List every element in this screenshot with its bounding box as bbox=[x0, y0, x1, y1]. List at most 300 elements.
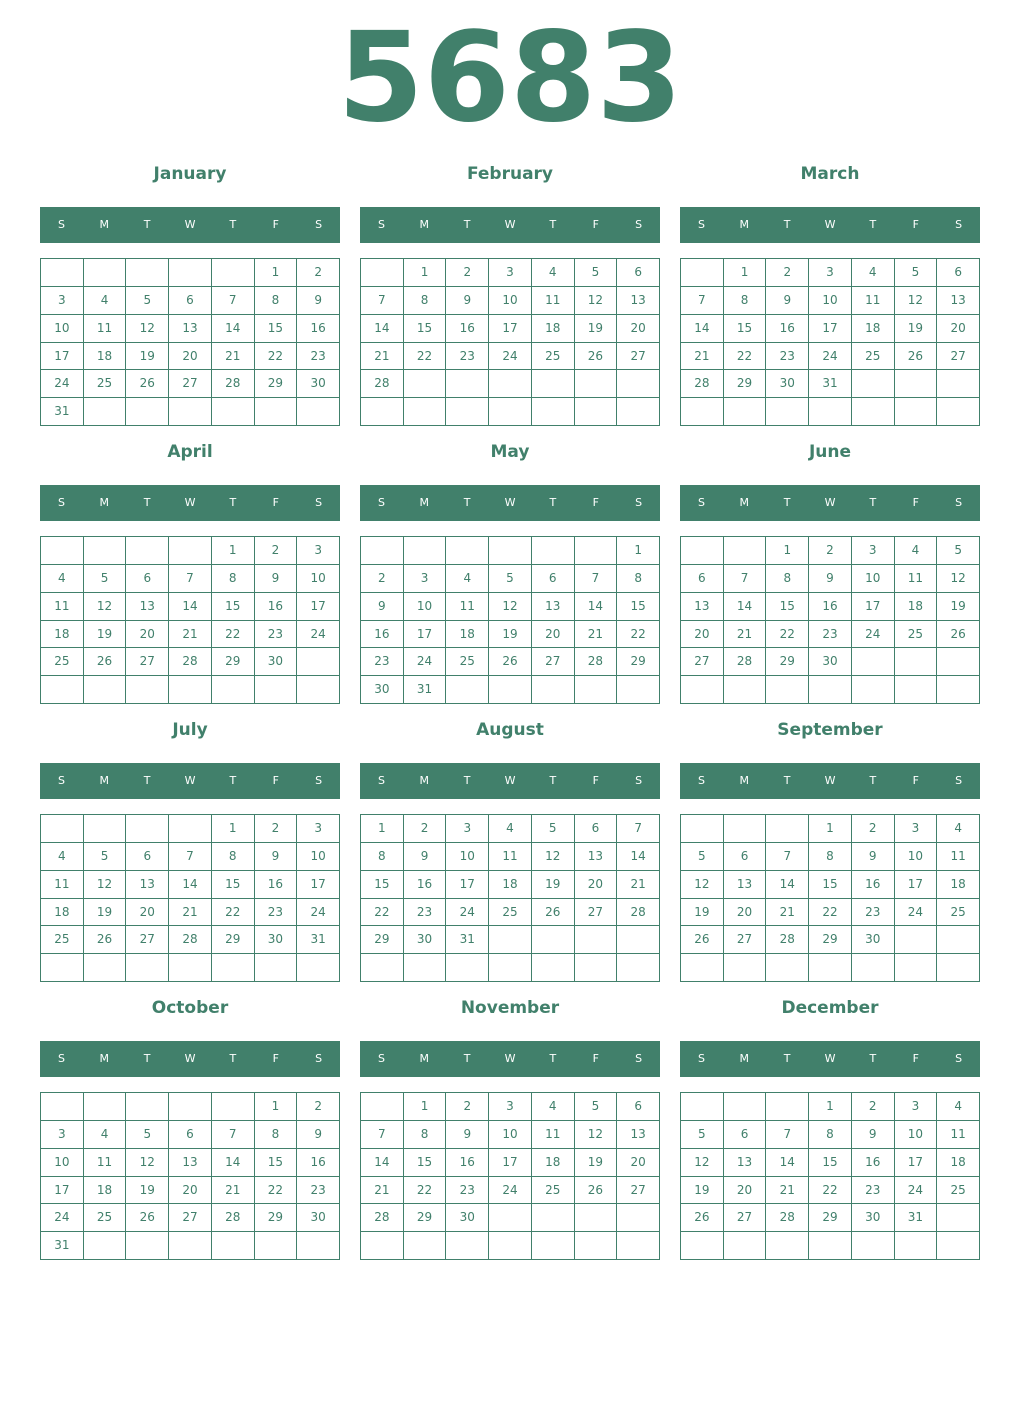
day-cell: 3 bbox=[895, 1093, 938, 1121]
weekday-label: W bbox=[824, 774, 836, 787]
empty-day-cell bbox=[212, 676, 255, 704]
month-name: May bbox=[490, 442, 530, 462]
day-cell: 6 bbox=[126, 843, 169, 871]
empty-day-cell bbox=[766, 1232, 809, 1260]
day-cell: 14 bbox=[212, 1149, 255, 1177]
weekday-label: T bbox=[229, 496, 237, 509]
weekday-label: F bbox=[592, 218, 599, 231]
day-cell: 18 bbox=[446, 621, 489, 649]
day-cell: 22 bbox=[255, 1177, 298, 1205]
empty-day-cell bbox=[361, 537, 404, 565]
day-cell: 10 bbox=[41, 315, 84, 343]
empty-day-cell bbox=[255, 1232, 298, 1260]
weekday-label: S bbox=[315, 1052, 323, 1065]
day-cell: 24 bbox=[41, 370, 84, 398]
empty-day-cell bbox=[446, 676, 489, 704]
day-cell: 18 bbox=[84, 343, 127, 371]
empty-day-cell bbox=[84, 537, 127, 565]
day-cell: 4 bbox=[41, 843, 84, 871]
day-cell: 21 bbox=[617, 871, 660, 899]
day-cell: 6 bbox=[169, 1121, 212, 1149]
day-cell: 20 bbox=[724, 1177, 767, 1205]
weekday-label: T bbox=[229, 1052, 237, 1065]
weekday-label: S bbox=[697, 218, 705, 231]
weekday-label: S bbox=[955, 496, 963, 509]
day-cell: 22 bbox=[617, 621, 660, 649]
empty-day-cell bbox=[852, 954, 895, 982]
weekday-label: T bbox=[229, 774, 237, 787]
weekday-label: F bbox=[592, 774, 599, 787]
month-calendar bbox=[360, 160, 660, 430]
weekday-label: W bbox=[824, 1052, 836, 1065]
day-cell: 16 bbox=[809, 593, 852, 621]
day-cell: 7 bbox=[169, 843, 212, 871]
day-cell: 23 bbox=[297, 1177, 340, 1205]
empty-day-cell bbox=[84, 815, 127, 843]
empty-day-cell bbox=[84, 1232, 127, 1260]
empty-day-cell bbox=[937, 1232, 980, 1260]
day-cell: 1 bbox=[404, 1093, 447, 1121]
day-cell: 14 bbox=[361, 315, 404, 343]
day-cell: 20 bbox=[937, 315, 980, 343]
empty-day-cell bbox=[532, 398, 575, 426]
empty-day-cell bbox=[937, 398, 980, 426]
empty-day-cell bbox=[84, 398, 127, 426]
day-cell: 14 bbox=[766, 1149, 809, 1177]
day-cell: 10 bbox=[446, 843, 489, 871]
weekday-label: T bbox=[463, 1052, 471, 1065]
day-cell: 24 bbox=[895, 1177, 938, 1205]
weekday-label: S bbox=[377, 218, 385, 231]
day-cell: 22 bbox=[255, 343, 298, 371]
day-grid bbox=[40, 814, 340, 982]
day-cell: 12 bbox=[489, 593, 532, 621]
day-cell: 12 bbox=[126, 315, 169, 343]
empty-day-cell bbox=[724, 537, 767, 565]
empty-day-cell bbox=[575, 926, 618, 954]
weekday-label: S bbox=[57, 774, 65, 787]
day-cell: 14 bbox=[681, 315, 724, 343]
day-cell: 23 bbox=[446, 343, 489, 371]
weekday-header bbox=[360, 485, 660, 521]
empty-day-cell bbox=[41, 259, 84, 287]
day-cell: 15 bbox=[809, 1149, 852, 1177]
weekday-label: M bbox=[419, 218, 430, 231]
day-cell: 6 bbox=[617, 259, 660, 287]
day-cell: 20 bbox=[169, 1177, 212, 1205]
empty-day-cell bbox=[724, 954, 767, 982]
day-cell: 22 bbox=[404, 1177, 447, 1205]
empty-day-cell bbox=[532, 1232, 575, 1260]
day-cell: 25 bbox=[852, 343, 895, 371]
day-cell: 11 bbox=[84, 315, 127, 343]
day-cell: 5 bbox=[895, 259, 938, 287]
weekday-label: S bbox=[315, 496, 323, 509]
empty-day-cell bbox=[852, 676, 895, 704]
day-cell: 2 bbox=[297, 1093, 340, 1121]
weekday-header bbox=[360, 763, 660, 799]
day-cell: 3 bbox=[489, 259, 532, 287]
day-cell: 25 bbox=[489, 899, 532, 927]
day-cell: 2 bbox=[404, 815, 447, 843]
day-cell: 18 bbox=[84, 1177, 127, 1205]
day-cell: 11 bbox=[895, 565, 938, 593]
weekday-label: S bbox=[635, 218, 643, 231]
day-cell: 22 bbox=[809, 1177, 852, 1205]
empty-day-cell bbox=[937, 954, 980, 982]
weekday-label: M bbox=[739, 218, 750, 231]
empty-day-cell bbox=[681, 1093, 724, 1121]
day-cell: 8 bbox=[404, 1121, 447, 1149]
day-cell: 7 bbox=[575, 565, 618, 593]
day-cell: 19 bbox=[681, 899, 724, 927]
day-cell: 2 bbox=[809, 537, 852, 565]
day-cell: 14 bbox=[169, 593, 212, 621]
weekday-label: T bbox=[783, 496, 791, 509]
empty-day-cell bbox=[297, 648, 340, 676]
day-cell: 20 bbox=[724, 899, 767, 927]
weekday-label: M bbox=[739, 496, 750, 509]
weekday-label: W bbox=[184, 1052, 196, 1065]
day-cell: 31 bbox=[41, 1232, 84, 1260]
day-cell: 2 bbox=[852, 815, 895, 843]
day-cell: 20 bbox=[169, 343, 212, 371]
day-cell: 12 bbox=[532, 843, 575, 871]
day-cell: 10 bbox=[852, 565, 895, 593]
empty-day-cell bbox=[809, 398, 852, 426]
day-cell: 29 bbox=[766, 648, 809, 676]
empty-day-cell bbox=[489, 676, 532, 704]
month-name: August bbox=[476, 720, 544, 740]
weekday-header bbox=[40, 1041, 340, 1077]
day-cell: 5 bbox=[681, 1121, 724, 1149]
empty-day-cell bbox=[895, 398, 938, 426]
day-cell: 17 bbox=[41, 1177, 84, 1205]
empty-day-cell bbox=[126, 398, 169, 426]
empty-day-cell bbox=[404, 398, 447, 426]
weekday-label: S bbox=[377, 1052, 385, 1065]
weekday-label: S bbox=[377, 496, 385, 509]
day-cell: 30 bbox=[297, 370, 340, 398]
day-cell: 30 bbox=[255, 648, 298, 676]
empty-day-cell bbox=[681, 676, 724, 704]
day-cell: 18 bbox=[41, 899, 84, 927]
empty-day-cell bbox=[809, 676, 852, 704]
day-cell: 12 bbox=[895, 287, 938, 315]
weekday-header bbox=[40, 485, 340, 521]
empty-day-cell bbox=[255, 398, 298, 426]
month-name: September bbox=[777, 720, 883, 740]
empty-day-cell bbox=[404, 954, 447, 982]
day-grid bbox=[360, 1092, 660, 1260]
day-cell: 16 bbox=[297, 1149, 340, 1177]
empty-day-cell bbox=[724, 676, 767, 704]
day-cell: 5 bbox=[532, 815, 575, 843]
weekday-label: S bbox=[635, 1052, 643, 1065]
empty-day-cell bbox=[404, 370, 447, 398]
day-cell: 14 bbox=[617, 843, 660, 871]
empty-day-cell bbox=[361, 259, 404, 287]
empty-day-cell bbox=[895, 954, 938, 982]
day-cell: 14 bbox=[169, 871, 212, 899]
day-cell: 28 bbox=[361, 1204, 404, 1232]
empty-day-cell bbox=[575, 537, 618, 565]
day-cell: 25 bbox=[937, 899, 980, 927]
day-cell: 27 bbox=[126, 926, 169, 954]
day-cell: 29 bbox=[617, 648, 660, 676]
day-cell: 24 bbox=[852, 621, 895, 649]
day-cell: 11 bbox=[84, 1149, 127, 1177]
weekday-label: M bbox=[99, 774, 110, 787]
day-cell: 7 bbox=[724, 565, 767, 593]
day-cell: 10 bbox=[489, 287, 532, 315]
day-cell: 4 bbox=[852, 259, 895, 287]
day-grid bbox=[360, 814, 660, 982]
day-grid bbox=[40, 258, 340, 426]
day-cell: 21 bbox=[766, 1177, 809, 1205]
day-cell: 9 bbox=[361, 593, 404, 621]
day-cell: 2 bbox=[255, 815, 298, 843]
day-cell: 16 bbox=[446, 315, 489, 343]
empty-day-cell bbox=[809, 1232, 852, 1260]
month-calendar bbox=[40, 716, 340, 986]
day-cell: 30 bbox=[766, 370, 809, 398]
day-cell: 13 bbox=[724, 871, 767, 899]
weekday-label: T bbox=[783, 1052, 791, 1065]
weekday-label: T bbox=[549, 774, 557, 787]
day-cell: 1 bbox=[212, 537, 255, 565]
weekday-label: S bbox=[315, 774, 323, 787]
day-cell: 19 bbox=[84, 899, 127, 927]
empty-day-cell bbox=[489, 537, 532, 565]
day-cell: 23 bbox=[852, 899, 895, 927]
day-cell: 6 bbox=[169, 287, 212, 315]
empty-day-cell bbox=[937, 926, 980, 954]
day-cell: 3 bbox=[895, 815, 938, 843]
weekday-label: T bbox=[869, 218, 877, 231]
day-cell: 3 bbox=[41, 1121, 84, 1149]
day-cell: 3 bbox=[489, 1093, 532, 1121]
empty-day-cell bbox=[255, 954, 298, 982]
day-cell: 16 bbox=[361, 621, 404, 649]
weekday-label: T bbox=[549, 1052, 557, 1065]
day-cell: 10 bbox=[895, 843, 938, 871]
empty-day-cell bbox=[895, 926, 938, 954]
day-cell: 10 bbox=[809, 287, 852, 315]
day-cell: 1 bbox=[809, 1093, 852, 1121]
day-cell: 1 bbox=[255, 1093, 298, 1121]
day-cell: 1 bbox=[212, 815, 255, 843]
empty-day-cell bbox=[617, 926, 660, 954]
day-cell: 8 bbox=[404, 287, 447, 315]
empty-day-cell bbox=[361, 1232, 404, 1260]
empty-day-cell bbox=[766, 676, 809, 704]
weekday-label: W bbox=[184, 774, 196, 787]
day-cell: 5 bbox=[937, 537, 980, 565]
day-cell: 1 bbox=[809, 815, 852, 843]
day-cell: 19 bbox=[84, 621, 127, 649]
day-cell: 14 bbox=[212, 315, 255, 343]
day-cell: 11 bbox=[41, 871, 84, 899]
day-cell: 6 bbox=[575, 815, 618, 843]
day-cell: 16 bbox=[852, 1149, 895, 1177]
empty-day-cell bbox=[361, 398, 404, 426]
empty-day-cell bbox=[126, 1093, 169, 1121]
day-cell: 23 bbox=[297, 343, 340, 371]
empty-day-cell bbox=[489, 370, 532, 398]
day-cell: 6 bbox=[724, 843, 767, 871]
day-cell: 1 bbox=[766, 537, 809, 565]
month-name: March bbox=[800, 164, 860, 184]
day-cell: 9 bbox=[255, 843, 298, 871]
weekday-label: W bbox=[824, 496, 836, 509]
empty-day-cell bbox=[937, 1204, 980, 1232]
day-cell: 5 bbox=[575, 1093, 618, 1121]
day-cell: 19 bbox=[489, 621, 532, 649]
month-calendar bbox=[360, 438, 660, 708]
day-cell: 10 bbox=[297, 565, 340, 593]
empty-day-cell bbox=[84, 676, 127, 704]
day-cell: 21 bbox=[212, 343, 255, 371]
day-cell: 7 bbox=[169, 565, 212, 593]
day-cell: 23 bbox=[255, 899, 298, 927]
day-cell: 26 bbox=[575, 343, 618, 371]
day-cell: 22 bbox=[766, 621, 809, 649]
day-cell: 28 bbox=[617, 899, 660, 927]
day-cell: 24 bbox=[489, 343, 532, 371]
day-cell: 16 bbox=[446, 1149, 489, 1177]
day-cell: 8 bbox=[809, 843, 852, 871]
empty-day-cell bbox=[937, 676, 980, 704]
day-cell: 15 bbox=[766, 593, 809, 621]
day-cell: 8 bbox=[617, 565, 660, 593]
day-cell: 28 bbox=[766, 926, 809, 954]
empty-day-cell bbox=[681, 259, 724, 287]
day-cell: 31 bbox=[809, 370, 852, 398]
weekday-label: F bbox=[592, 1052, 599, 1065]
weekday-label: F bbox=[272, 1052, 279, 1065]
day-cell: 29 bbox=[404, 1204, 447, 1232]
weekday-header bbox=[360, 1041, 660, 1077]
day-cell: 12 bbox=[681, 871, 724, 899]
weekday-label: T bbox=[229, 218, 237, 231]
empty-day-cell bbox=[617, 954, 660, 982]
day-cell: 26 bbox=[84, 926, 127, 954]
empty-day-cell bbox=[532, 676, 575, 704]
day-cell: 20 bbox=[126, 899, 169, 927]
day-cell: 19 bbox=[532, 871, 575, 899]
day-cell: 24 bbox=[41, 1204, 84, 1232]
empty-day-cell bbox=[724, 398, 767, 426]
day-cell: 17 bbox=[297, 871, 340, 899]
month-name: October bbox=[151, 998, 229, 1018]
day-cell: 21 bbox=[575, 621, 618, 649]
day-cell: 12 bbox=[937, 565, 980, 593]
day-cell: 1 bbox=[404, 259, 447, 287]
day-cell: 28 bbox=[575, 648, 618, 676]
day-cell: 28 bbox=[169, 926, 212, 954]
day-cell: 28 bbox=[724, 648, 767, 676]
empty-day-cell bbox=[766, 398, 809, 426]
day-cell: 31 bbox=[895, 1204, 938, 1232]
day-cell: 13 bbox=[169, 1149, 212, 1177]
day-cell: 15 bbox=[404, 1149, 447, 1177]
day-cell: 22 bbox=[724, 343, 767, 371]
day-cell: 16 bbox=[255, 593, 298, 621]
day-cell: 2 bbox=[446, 1093, 489, 1121]
day-cell: 19 bbox=[575, 315, 618, 343]
day-cell: 4 bbox=[41, 565, 84, 593]
day-cell: 3 bbox=[297, 537, 340, 565]
weekday-label: F bbox=[912, 496, 919, 509]
day-cell: 17 bbox=[852, 593, 895, 621]
day-cell: 31 bbox=[297, 926, 340, 954]
weekday-label: M bbox=[99, 218, 110, 231]
day-cell: 3 bbox=[446, 815, 489, 843]
weekday-label: F bbox=[272, 218, 279, 231]
day-cell: 1 bbox=[361, 815, 404, 843]
empty-day-cell bbox=[489, 398, 532, 426]
empty-day-cell bbox=[766, 815, 809, 843]
day-cell: 27 bbox=[169, 1204, 212, 1232]
day-cell: 7 bbox=[212, 1121, 255, 1149]
day-cell: 22 bbox=[212, 621, 255, 649]
empty-day-cell bbox=[532, 370, 575, 398]
day-cell: 4 bbox=[937, 815, 980, 843]
day-cell: 16 bbox=[404, 871, 447, 899]
empty-day-cell bbox=[169, 676, 212, 704]
empty-day-cell bbox=[126, 815, 169, 843]
day-cell: 9 bbox=[255, 565, 298, 593]
weekday-label: T bbox=[783, 774, 791, 787]
empty-day-cell bbox=[169, 1093, 212, 1121]
day-cell: 12 bbox=[126, 1149, 169, 1177]
weekday-label: F bbox=[272, 774, 279, 787]
day-cell: 14 bbox=[766, 871, 809, 899]
day-cell: 19 bbox=[575, 1149, 618, 1177]
day-cell: 24 bbox=[895, 899, 938, 927]
empty-day-cell bbox=[126, 1232, 169, 1260]
weekday-label: T bbox=[143, 496, 151, 509]
day-cell: 23 bbox=[361, 648, 404, 676]
weekday-label: T bbox=[143, 1052, 151, 1065]
day-cell: 11 bbox=[446, 593, 489, 621]
day-cell: 1 bbox=[617, 537, 660, 565]
month-calendar bbox=[360, 716, 660, 986]
weekday-label: S bbox=[57, 496, 65, 509]
day-cell: 25 bbox=[84, 1204, 127, 1232]
weekday-label: T bbox=[869, 496, 877, 509]
month-name: April bbox=[167, 442, 213, 462]
day-cell: 20 bbox=[532, 621, 575, 649]
empty-day-cell bbox=[724, 1093, 767, 1121]
day-cell: 3 bbox=[404, 565, 447, 593]
day-cell: 27 bbox=[617, 343, 660, 371]
day-cell: 3 bbox=[809, 259, 852, 287]
weekday-label: T bbox=[463, 774, 471, 787]
month-name: June bbox=[808, 442, 852, 462]
day-cell: 8 bbox=[212, 565, 255, 593]
empty-day-cell bbox=[169, 1232, 212, 1260]
day-cell: 14 bbox=[724, 593, 767, 621]
empty-day-cell bbox=[169, 954, 212, 982]
empty-day-cell bbox=[852, 398, 895, 426]
empty-day-cell bbox=[489, 926, 532, 954]
empty-day-cell bbox=[489, 1204, 532, 1232]
day-cell: 4 bbox=[895, 537, 938, 565]
weekday-label: M bbox=[99, 1052, 110, 1065]
day-cell: 18 bbox=[532, 1149, 575, 1177]
